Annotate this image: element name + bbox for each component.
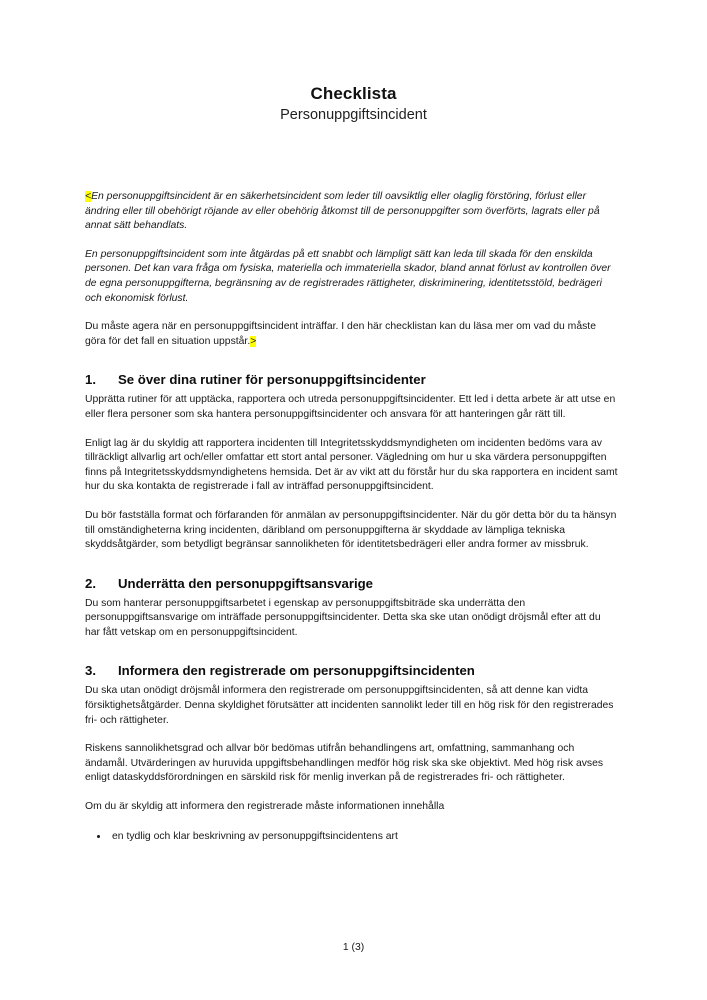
spacer — [85, 786, 618, 800]
section-title-2: Underrätta den personuppgiftsansvarige — [118, 575, 374, 591]
section-heading-1 — [85, 371, 618, 388]
section-3-paragraph-2: Riskens sannolikhetsgrad och allvar bör bedömas utifrån behandlingens art, omfattning, sammanhang och ändamål. Utvärderingen av huruvida uppgiftsbehandlingen medför hög risk ska ske objektivt. Med hög risk avses enligt dataskyddsförordningen en särskild risk för menlig inverkan på de registrerades fri- och rättigheter. — [85, 743, 604, 784]
section-title-1: Se över dina rutiner för personuppgiftsincidenter — [118, 372, 426, 388]
spacer — [85, 553, 618, 575]
intro-paragraph-1-text: En personuppgiftsincident är en säkerhetsincident som leder till oavsiktlig eller olaglig förstöring, förlust eller ändring eller till obehörigt röjande av eller obehörig åtkomst till de personuppgifter som överförts, lagrats eller på annat sätt behandlats. — [85, 191, 600, 232]
section-heading-2 — [85, 575, 618, 592]
document-body — [85, 190, 618, 844]
list-item-label: en tydlig och klar beskrivning av personuppgiftsincidentens art — [112, 830, 398, 842]
section-number-2: 2. — [85, 575, 96, 591]
spacer — [85, 349, 618, 371]
highlight-marker-close: > — [250, 335, 257, 347]
section-1-paragraph-2: Enligt lag är du skyldig att rapportera incidenten till Integritetsskyddsmyndigheten om incidenten bedöms vara av tillräckligt allvarlig art och/eller omfattar ett stort antal personer. Vägledning om hur u ska värdera personuppgiften finns på Integritetsskyddsmyndighetens hemsida. Det är av vikt att du förstår hur du ska rapportera en incident samt hur du ska kontakta de registrerade i fall av inträffad personuppgiftsincident. — [85, 437, 618, 493]
page-title: Checklista — [310, 84, 397, 103]
spacer — [85, 640, 618, 662]
intro-paragraph-2: En personuppgiftsincident som inte åtgärdas på ett snabbt och lämpligt sätt kan leda till skada för den enskilda personen. Det kan vara fråga om fysiska, materiella och immateriella skador, bland annat förlust av kontrollen över de egna personuppgifterna, begränsning av de registrerades rättigheter, diskriminering, identitetsstöld, bedrägeri och ekonomisk förlust. — [85, 248, 611, 304]
spacer — [85, 306, 618, 320]
section-3-paragraph-3: Om du är skyldig att informera den registrerade måste informationen innehålla — [85, 801, 445, 813]
spacer — [85, 495, 618, 509]
document-header — [0, 84, 707, 124]
section-heading-3 — [85, 662, 618, 679]
list-item — [85, 830, 618, 845]
spacer — [85, 423, 618, 437]
intro-paragraph-3-text: Du måste agera när en personuppgiftsincident inträffar. I den här checklistan kan du läsa mer om vad du måste göra för det fall en situation uppstår. — [85, 321, 596, 347]
section-1-paragraph-1: Upprätta rutiner för att upptäcka, rapportera och utreda personuppgiftsincidenter. Ett led i detta arbete är att utse en eller flera personer som ska hantera personuppgiftsincidenter och ansvara för att hanteringen går rätt till. — [85, 394, 616, 420]
highlight-marker-open: < — [85, 191, 92, 202]
section-3-bullet-list — [85, 830, 618, 845]
section-1-paragraph-3: Du bör fastställa format och förfaranden för anmälan av personuppgiftsincidenter. När du gör detta bör du ta hänsyn till omständigheterna kring incidenten, däribland om personuppgifterna är skyddade av lämpliga tekniska skyddsåtgärder, som betydligt begränsar sannolikheten för identitetsbedrägeri eller andra former av missbruk. — [85, 509, 617, 551]
intro-paragraph-3 — [85, 320, 618, 349]
page-subtitle: Personuppgiftsincident — [280, 107, 427, 123]
page-footer: 1 (3) — [342, 942, 365, 953]
spacer — [85, 234, 618, 248]
section-number-1: 1. — [85, 372, 96, 388]
section-title-3: Informera den registrerade om personuppgiftsincidenten — [118, 663, 475, 679]
section-number-3: 3. — [85, 663, 96, 679]
section-2-paragraph-1: Du som hanterar personuppgiftsarbetet i egenskap av personuppgiftsbiträde ska underrätta den personuppgiftsansvarige om inträffade personuppgiftsincidenter. Detta ska ske utan onödigt dröjsmål efter att du har fått vetskap om en personuppgiftsincident. — [85, 597, 601, 638]
spacer — [85, 815, 618, 830]
spacer — [85, 728, 618, 742]
bullet-dot-icon — [97, 835, 100, 838]
intro-paragraph-1 — [85, 190, 618, 234]
section-3-paragraph-1: Du ska utan onödigt dröjsmål informera den registrerade om personuppgiftsincidenten, så att denne kan vidta försiktighetsåtgärder. Denna skyldighet förutsätter att incidenten sannolikt leder till en hög risk för den registrerades fri- och rättigheter. — [85, 685, 614, 726]
